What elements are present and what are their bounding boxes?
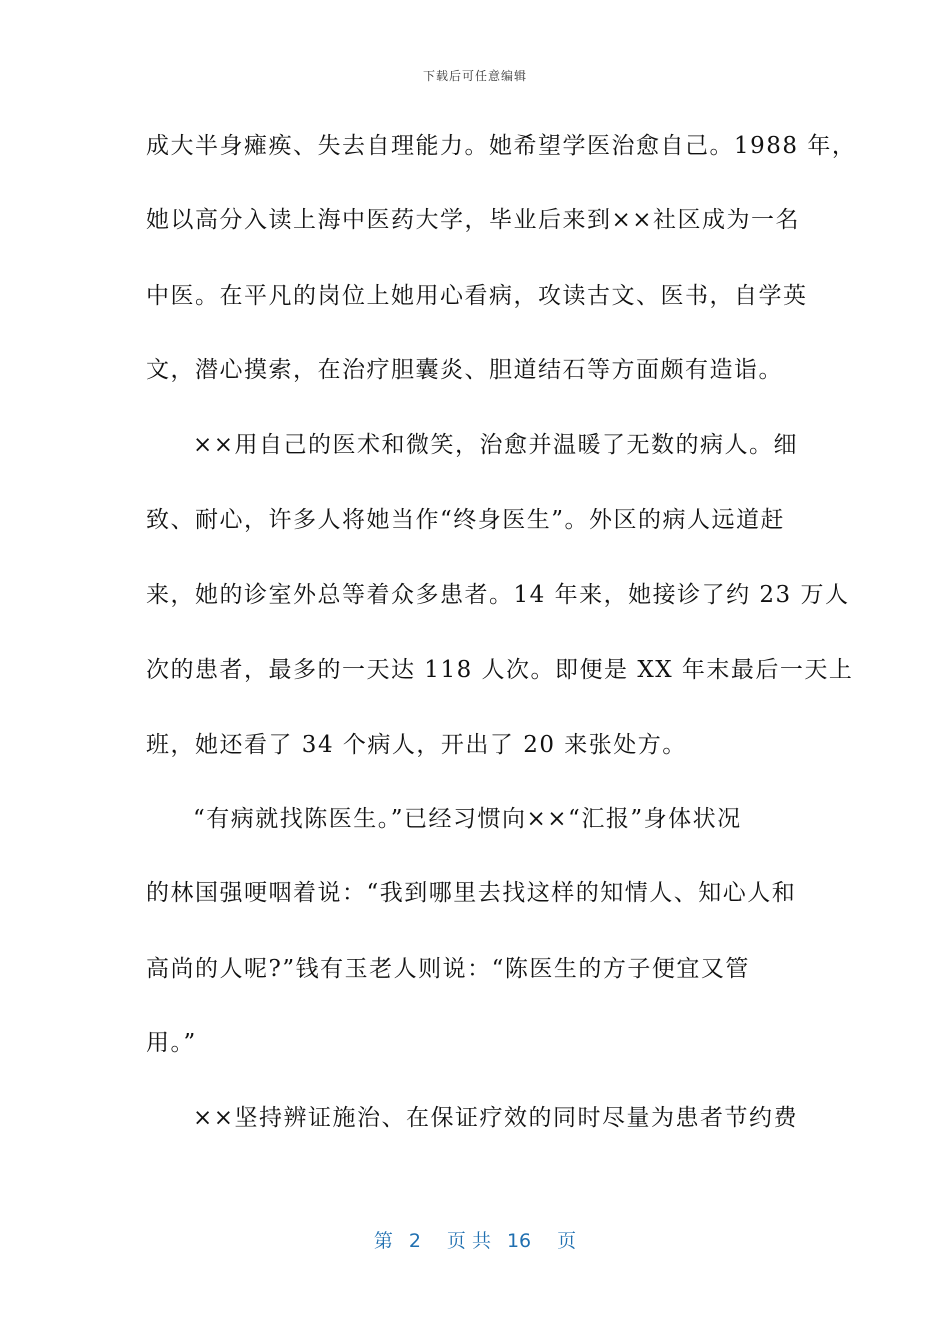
footer-prefix: 第 (373, 1230, 393, 1252)
current-page-number: 2 (408, 1230, 421, 1252)
text-line: 中医。在平凡的岗位上她用心看病，攻读古文、医书，自学英 (146, 283, 808, 309)
footer-suffix: 页 (557, 1230, 577, 1252)
total-pages-number: 16 (506, 1230, 532, 1252)
text-line: 用。” (146, 1030, 197, 1056)
paragraph-first-line: ××坚持辨证施治、在保证疗效的同时尽量为患者节约费 (193, 1105, 799, 1131)
paragraph-first-line: ××用自己的医术和微笑，治愈并温暖了无数的病人。细 (193, 432, 799, 458)
text-line: 高尚的人呢?”钱有玉老人则说：“陈医生的方子便宜又管 (146, 956, 750, 982)
page-footer (0, 1226, 950, 1253)
text-line: 成大半身瘫痪、失去自理能力。她希望学医治愈自己。1988 年， (146, 133, 857, 159)
text-line: 来，她的诊室外总等着众多患者。14 年来，她接诊了约 23 万人 (146, 582, 850, 608)
text-line: 文，潜心摸索，在治疗胆囊炎、胆道结石等方面颇有造诣。 (146, 357, 783, 383)
text-line: 的林国强哽咽着说：“我到哪里去找这样的知情人、知心人和 (146, 880, 797, 906)
paragraph-first-line: “有病就找陈医生。”已经习惯向××“汇报”身体状况 (193, 806, 742, 832)
text-line: 致、耐心，许多人将她当作“终身医生”。外区的病人远道赶 (146, 507, 786, 533)
footer-middle: 页 共 (446, 1230, 491, 1252)
text-line: 班，她还看了 34 个病人，开出了 20 来张处方。 (146, 732, 687, 758)
text-line: 次的患者，最多的一天达 118 人次。即便是 XX 年末最后一天上 (146, 657, 854, 683)
header-note: 下载后可任意编辑 (422, 69, 527, 83)
text-line: 她以高分入读上海中医药大学，毕业后来到××社区成为一名 (146, 207, 801, 233)
